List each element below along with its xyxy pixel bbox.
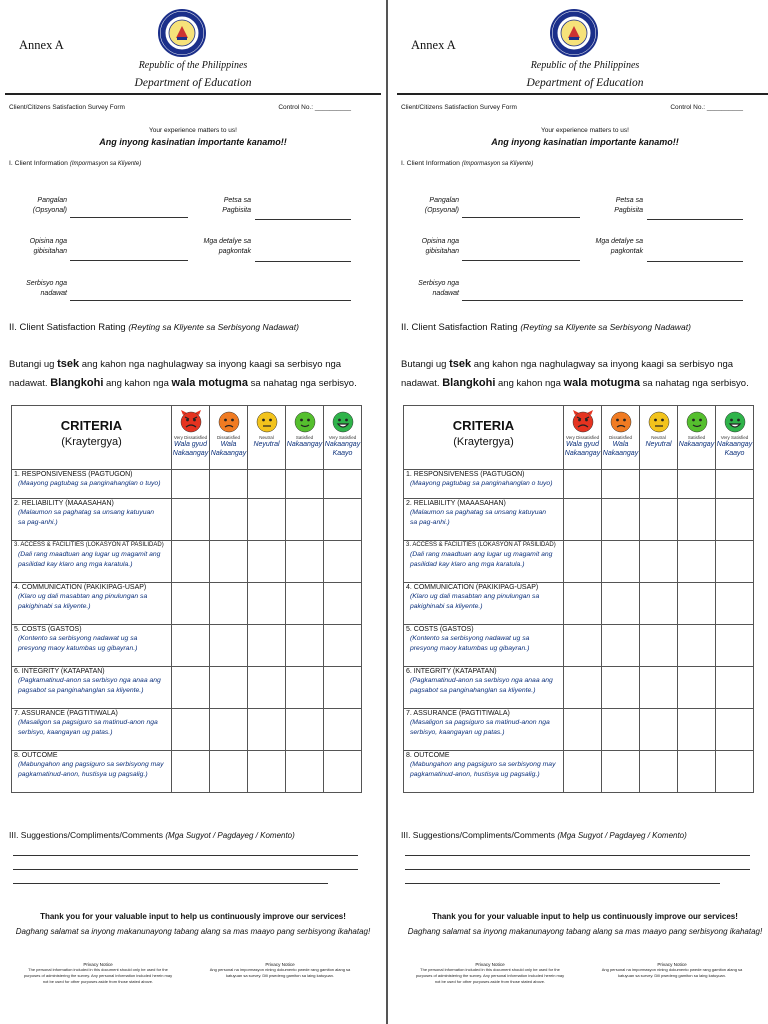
criteria-description: pagsabot sa panginahanglan sa kliyente.) [18,687,144,694]
criteria-description: serbisyo, kaangayan ug patas.) [410,729,505,736]
rating-checkbox[interactable] [286,709,324,751]
criteria-description: (Malaumon sa paghatag sa unsang katuyuan [18,509,155,516]
visit-date-label: Petsa sa Pagbisita [222,197,251,214]
criteria-description: presyong maoy katumbas ug gibayran.) [410,645,530,652]
rating-checkbox[interactable] [210,751,248,793]
department-heading: Department of Education [526,77,644,89]
rating-checkbox[interactable] [640,541,678,583]
scale-label-ceb: Nakaangay [286,441,323,448]
rating-checkbox[interactable] [564,470,602,499]
criteria-row [404,625,754,667]
criteria-name: 4. COMMUNICATION (PAKIKIPAG-USAP) [406,584,539,591]
criteria-cell [404,625,564,667]
rating-checkbox[interactable] [716,541,754,583]
tagline-ceb: Ang inyong kasinatian importante kanamo!! [99,137,287,147]
criteria-cell [12,583,172,625]
rating-checkbox[interactable] [716,470,754,499]
criteria-row [12,751,362,793]
criteria-description: (Maayong pagtubag sa panginahanglan o tuyo) [410,480,553,487]
rating-checkbox[interactable] [248,583,286,625]
criteria-row [12,667,362,709]
scale-label-ceb: Wala Nakaangay [210,441,247,457]
comment-line-3[interactable] [405,883,720,884]
privacy-ceb-heading: Privacy Notice [657,962,687,967]
rating-checkbox[interactable] [678,667,716,709]
tagline-en: Your experience matters to us! [149,127,237,134]
rating-heading: II. Client Satisfaction Rating (Reyting sa Kliyente sa Serbisyong Nadawat) [9,322,299,333]
criteria-row [404,541,754,583]
rating-checkbox[interactable] [210,625,248,667]
rating-checkbox[interactable] [210,667,248,709]
rating-checkbox[interactable] [640,667,678,709]
scale-label-en: Very Dissatisfied [565,435,600,440]
rating-checkbox[interactable] [248,751,286,793]
rating-checkbox[interactable] [324,709,362,751]
criteria-cell [404,709,564,751]
center-divider [386,0,388,1024]
privacy-en-heading: Privacy Notice [83,962,113,967]
criteria-description: (Pagkamatinud-anon sa serbisyo nga anaa ang [18,677,161,684]
criteria-name: 7. ASSURANCE (PAGTITIWALA) [406,710,510,717]
privacy-ceb-heading: Privacy Notice [265,962,295,967]
criteria-row [404,499,754,541]
rating-scale-header-4 [678,406,716,470]
angry-face-icon [179,409,203,433]
rating-checkbox[interactable] [678,751,716,793]
thanks-ceb: Daghang salamat sa inyong makanunayong tabang alang sa mas maayo pang serbisyong ikahatag! [15,927,371,936]
smile-face-icon [293,409,317,433]
criteria-description: (Maayong pagtubag sa panginahanglan o tuyo) [18,480,161,487]
criteria-header-cell [404,406,564,470]
criteria-header-cell [12,406,172,470]
name-label: Pangalan (Opsyonal) [424,197,459,214]
criteria-description: (Masaligon sa pagsiguro sa matinud-anon nga [410,719,550,726]
suggestions-heading: III. Suggestions/Compliments/Comments (Mga Sugyot / Pagdayeg / Komento) [9,830,295,840]
service-label: Serbisyo nga nadawat [26,280,67,297]
office-label: Opisina nga gibisitahan [421,238,459,255]
criteria-name: 2. RELIABILITY (MAAASAHAN) [406,500,506,507]
scale-label-ceb: Wala gyud Nakaangay [172,441,209,457]
rating-scale-header-4 [286,406,324,470]
scale-label-ceb: Wala gyud Nakaangay [564,441,601,457]
criteria-row [404,667,754,709]
rating-checkbox[interactable] [172,709,210,751]
criteria-description: (Masaligon sa pagsiguro sa matinud-anon nga [18,719,158,726]
rating-checkbox[interactable] [210,499,248,541]
visit-date-field[interactable] [647,219,743,220]
criteria-description: pakighinabi sa kliyente.) [18,603,91,610]
rating-checkbox[interactable] [172,667,210,709]
criteria-description: pasilidad kay klaro ang mga karatula.) [410,561,525,568]
rating-checkbox[interactable] [324,499,362,541]
rating-scale-header-1 [564,406,602,470]
criteria-subtitle: (Kraytergya) [61,436,122,448]
service-field[interactable] [70,300,351,301]
criteria-description: pagkamatinud-anon, hustisya ug pagsalig.) [18,771,148,778]
rating-checkbox[interactable] [324,470,362,499]
criteria-description: sa pag-anhi.) [18,519,58,526]
criteria-title: CRITERIA [452,418,515,433]
contact-field[interactable] [647,261,743,262]
criteria-cell [12,499,172,541]
rating-scale-header-2 [602,406,640,470]
name-field[interactable] [462,217,580,218]
rating-checkbox[interactable] [172,583,210,625]
criteria-description: (Klaro ug dali masabtan ang pinulungan sa [18,593,148,600]
contact-field[interactable] [255,261,351,262]
criteria-row [404,583,754,625]
department-heading: Department of Education [134,77,252,89]
criteria-name: 8. OUTCOME [14,752,58,759]
rating-checkbox[interactable] [324,583,362,625]
rating-checkbox[interactable] [564,583,602,625]
client-info-heading: I. Client Information (Impormasyon sa Kliyente) [9,160,142,167]
header-rule [5,93,381,95]
annex-label: Annex A [411,38,456,52]
rating-checkbox[interactable] [640,709,678,751]
rating-checkbox[interactable] [716,751,754,793]
criteria-subtitle: (Kraytergya) [453,436,514,448]
criteria-row [12,625,362,667]
criteria-cell [404,667,564,709]
criteria-description: presyong maoy katumbas ug gibayran.) [18,645,138,652]
republic-heading: Republic of the Philippines [530,60,640,71]
rating-scale-header-5 [716,406,754,470]
smile-face-icon [685,409,709,433]
service-field[interactable] [462,300,743,301]
sad-face-icon [609,409,633,433]
rating-checkbox[interactable] [678,625,716,667]
criteria-description: sa pag-anhi.) [410,519,450,526]
privacy-ceb-text: Ang personal na impormasyon nining dokumento pwede rang gamiton alang sa katuyuan sa survey. Dili pwedeng gamiton sa laing katuyuan. [601,967,743,978]
rating-checkbox[interactable] [172,499,210,541]
sad-face-icon [217,409,241,433]
scale-label-en: Very Satisfied [720,435,749,440]
rating-checkbox[interactable] [602,751,640,793]
grin-face-icon [331,409,355,433]
rating-checkbox[interactable] [248,625,286,667]
scale-label-en: Neutral [651,435,666,440]
tagline-ceb: Ang inyong kasinatian importante kanamo!! [491,137,679,147]
rating-checkbox[interactable] [678,583,716,625]
rating-checkbox[interactable] [210,541,248,583]
visit-date-label: Petsa sa Pagbisita [614,197,643,214]
criteria-table [11,405,362,793]
criteria-cell [404,541,564,583]
scale-label-en: Satisfied [687,435,706,440]
criteria-cell [404,470,564,499]
rating-scale-header-5 [324,406,362,470]
contact-label: Mga detalye sa pagkontak [595,238,643,255]
rating-checkbox[interactable] [248,541,286,583]
rating-checkbox[interactable] [716,499,754,541]
criteria-row [12,499,362,541]
rating-checkbox[interactable] [286,541,324,583]
office-field[interactable] [462,260,580,261]
scale-label-ceb: Neyutral [253,441,280,448]
header-rule [397,93,768,95]
rating-checkbox[interactable] [640,751,678,793]
scale-label-en: Very Dissatisfied [173,435,208,440]
rating-scale-header-2 [210,406,248,470]
rating-checkbox[interactable] [210,583,248,625]
scale-label-en: Dissatisfied [608,435,632,440]
rating-scale-header-3 [640,406,678,470]
office-label: Opisina nga gibisitahan [29,238,67,255]
scale-label-en: Dissatisfied [216,435,240,440]
criteria-cell [404,583,564,625]
privacy-en-text: The personal information included in this document should only be used for the purposes of administering the survey. Any personal information included herein may not be used for other purposes aside from those stated above. [415,967,565,984]
privacy-notice-en [415,962,565,985]
annex-label: Annex A [19,38,64,52]
scale-label-en: Very Satisfied [328,435,357,440]
thanks-en: Thank you for your valuable input to help us continuously improve our services! [40,912,346,921]
thanks-ceb: Daghang salamat sa inyong makanunayong tabang alang sa mas maayo pang serbisyong ikahatag! [407,927,763,936]
neutral-face-icon [647,409,671,433]
rating-checkbox[interactable] [678,541,716,583]
criteria-description: (Klaro ug dali masabtan ang pinulungan sa [410,593,540,600]
criteria-row [404,751,754,793]
grin-face-icon [723,409,747,433]
criteria-row [12,583,362,625]
office-field[interactable] [70,260,188,261]
rating-checkbox[interactable] [248,499,286,541]
neutral-face-icon [255,409,279,433]
scale-label-ceb: Nakaangay Kaayo [324,441,361,457]
rating-checkbox[interactable] [602,583,640,625]
rating-checkbox[interactable] [324,541,362,583]
criteria-name: 5. COSTS (GASTOS) [406,626,474,633]
criteria-name: 6. INTEGRITY (KATAPATAN) [14,668,105,675]
criteria-name: 7. ASSURANCE (PAGTITIWALA) [14,710,118,717]
criteria-row [404,709,754,751]
rating-checkbox[interactable] [172,751,210,793]
rating-checkbox[interactable] [640,470,678,499]
rating-checkbox[interactable] [564,709,602,751]
criteria-table [403,405,754,793]
rating-checkbox[interactable] [564,499,602,541]
rating-checkbox[interactable] [640,625,678,667]
suggestions-heading: III. Suggestions/Compliments/Comments (Mga Sugyot / Pagdayeg / Komento) [401,830,687,840]
criteria-description: pakighinabi sa kliyente.) [410,603,483,610]
rating-instructions: Butangi ug tsek ang kahon nga naghulagway sa inyong kaagi sa serbisyo nga nadawat. Blangkohi ang kahon nga wala motugma sa nahatag nga serbisyo. [401,358,749,389]
criteria-cell [404,499,564,541]
scale-label-en: Satisfied [295,435,314,440]
criteria-name: 2. RELIABILITY (MAAASAHAN) [14,500,114,507]
privacy-en-text: The personal information included in this document should only be used for the purposes of administering the survey. Any personal information included herein may not be used for other purposes aside from those stated above. [23,967,173,984]
criteria-title: CRITERIA [60,418,123,433]
thanks-en: Thank you for your valuable input to help us continuously improve our services! [432,912,738,921]
criteria-header-row [404,406,754,470]
rating-checkbox[interactable] [248,470,286,499]
privacy-notice-ceb [205,962,355,979]
rating-checkbox[interactable] [602,667,640,709]
survey-form [397,0,768,1024]
criteria-description: pasilidad kay klaro ang mga karatula.) [18,561,133,568]
rating-checkbox[interactable] [248,667,286,709]
criteria-description: pagsabot sa panginahanglan sa kliyente.) [410,687,536,694]
criteria-name: 1. RESPONSIVENESS (PAGTUGON) [406,471,525,478]
criteria-cell [12,470,172,499]
criteria-description: (Mabungahon ang pagsiguro sa serbisyong may [410,761,556,768]
criteria-cell [12,709,172,751]
service-label: Serbisyo nga nadawat [418,280,459,297]
comment-line-1[interactable] [405,855,750,856]
criteria-name: 8. OUTCOME [406,752,450,759]
scale-label-ceb: Nakaangay [678,441,715,448]
name-field[interactable] [70,217,188,218]
rating-checkbox[interactable] [172,470,210,499]
rating-checkbox[interactable] [564,751,602,793]
rating-checkbox[interactable] [286,470,324,499]
rating-checkbox[interactable] [716,709,754,751]
privacy-notice-ceb [597,962,747,979]
rating-checkbox[interactable] [286,499,324,541]
comment-line-3[interactable] [13,883,328,884]
rating-checkbox[interactable] [210,709,248,751]
rating-checkbox[interactable] [564,625,602,667]
criteria-description: (Kontento sa serbisyong nadawat ug sa [410,635,530,642]
criteria-name: 5. COSTS (GASTOS) [14,626,82,633]
rating-checkbox[interactable] [286,583,324,625]
criteria-header-row [12,406,362,470]
criteria-description: (Malaumon sa paghatag sa unsang katuyuan [410,509,547,516]
rating-checkbox[interactable] [286,751,324,793]
rating-checkbox[interactable] [286,625,324,667]
rating-checkbox[interactable] [678,470,716,499]
criteria-cell [12,541,172,583]
survey-form [5,0,381,1024]
rating-checkbox[interactable] [324,625,362,667]
criteria-name: 3. ACCESS & FACILITIES (LOKASYON AT PASILIDAD) [406,542,556,548]
criteria-cell [12,667,172,709]
rating-checkbox[interactable] [602,625,640,667]
criteria-name: 1. RESPONSIVENESS (PAGTUGON) [14,471,133,478]
criteria-cell [404,751,564,793]
criteria-row [12,470,362,499]
rating-checkbox[interactable] [716,667,754,709]
rating-checkbox[interactable] [172,541,210,583]
contact-label: Mga detalye sa pagkontak [203,238,251,255]
tagline-en: Your experience matters to us! [541,127,629,134]
form-title: Client/Citizens Satisfaction Survey Form [9,104,125,111]
rating-checkbox[interactable] [602,541,640,583]
rating-checkbox[interactable] [716,583,754,625]
criteria-description: (Dali rang maadtuan ang lugar ug magamit ang [18,551,161,558]
rating-checkbox[interactable] [564,541,602,583]
rating-checkbox[interactable] [640,499,678,541]
criteria-row [12,541,362,583]
rating-checkbox[interactable] [564,667,602,709]
criteria-description: (Kontento sa serbisyong nadawat ug sa [18,635,138,642]
name-label: Pangalan (Opsyonal) [32,197,67,214]
privacy-notice-en [23,962,173,985]
rating-scale-header-1 [172,406,210,470]
control-number: Control No.: __________ [670,104,743,111]
scale-label-en: Neutral [259,435,274,440]
criteria-row [404,470,754,499]
criteria-description: (Mabungahon ang pagsiguro sa serbisyong may [18,761,164,768]
criteria-description: (Pagkamatinud-anon sa serbisyo nga anaa ang [410,677,553,684]
rating-checkbox[interactable] [602,470,640,499]
rating-checkbox[interactable] [324,667,362,709]
rating-checkbox[interactable] [210,470,248,499]
form-title: Client/Citizens Satisfaction Survey Form [401,104,517,111]
privacy-en-heading: Privacy Notice [475,962,505,967]
criteria-description: (Dali rang maadtuan ang lugar ug magamit ang [410,551,553,558]
rating-scale-header-3 [248,406,286,470]
rating-checkbox[interactable] [716,625,754,667]
criteria-name: 4. COMMUNICATION (PAKIKIPAG-USAP) [14,584,147,591]
criteria-cell [12,625,172,667]
scale-label-ceb: Wala Nakaangay [602,441,639,457]
rating-checkbox[interactable] [602,499,640,541]
rating-checkbox[interactable] [678,709,716,751]
rating-checkbox[interactable] [678,499,716,541]
visit-date-field[interactable] [255,219,351,220]
deped-seal-icon [545,8,603,58]
privacy-ceb-text: Ang personal na impormasyon nining dokumento pwede rang gamiton alang sa katuyuan sa survey. Dili pwedeng gamiton sa laing katuyuan. [209,967,351,978]
control-number: Control No.: __________ [278,104,351,111]
criteria-row [12,709,362,751]
comment-line-2[interactable] [13,869,358,870]
rating-checkbox[interactable] [640,583,678,625]
rating-checkbox[interactable] [248,709,286,751]
criteria-name: 6. INTEGRITY (KATAPATAN) [406,668,497,675]
republic-heading: Republic of the Philippines [138,60,248,71]
rating-heading: II. Client Satisfaction Rating (Reyting sa Kliyente sa Serbisyong Nadawat) [401,322,691,333]
criteria-cell [12,751,172,793]
rating-instructions: Butangi ug tsek ang kahon nga naghulagway sa inyong kaagi sa serbisyo nga nadawat. Blangkohi ang kahon nga wala motugma sa nahatag nga serbisyo. [9,358,357,389]
criteria-name: 3. ACCESS & FACILITIES (LOKASYON AT PASILIDAD) [14,542,164,548]
rating-checkbox[interactable] [602,709,640,751]
criteria-description: serbisyo, kaangayan ug patas.) [18,729,113,736]
criteria-description: pagkamatinud-anon, hustisya ug pagsalig.) [410,771,540,778]
client-info-heading: I. Client Information (Impormasyon sa Kliyente) [401,160,534,167]
deped-seal-icon [153,8,211,58]
rating-checkbox[interactable] [172,625,210,667]
rating-checkbox[interactable] [286,667,324,709]
scale-label-ceb: Neyutral [645,441,672,448]
rating-checkbox[interactable] [324,751,362,793]
comment-line-2[interactable] [405,869,750,870]
angry-face-icon [571,409,595,433]
comment-line-1[interactable] [13,855,358,856]
scale-label-ceb: Nakaangay Kaayo [716,441,753,457]
